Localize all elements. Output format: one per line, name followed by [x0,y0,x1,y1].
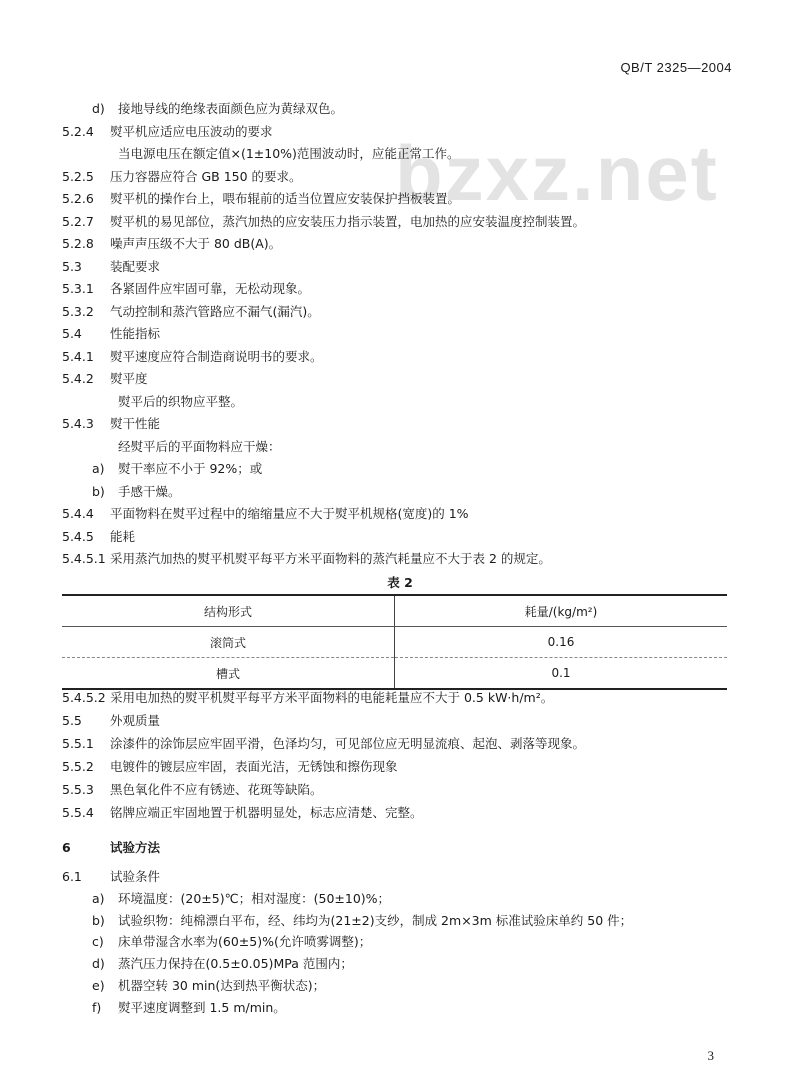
watermark: bzxz.net [395,129,719,217]
clause-line [62,506,469,522]
clause-line [62,759,398,775]
table-header-consumption: 耗量/(kg/m²) [395,595,728,627]
clause-number: b) [92,483,105,499]
clause-text: 性能指标 [110,326,161,341]
clause-number: 5.2.4 [62,123,94,139]
clause-text: 蒸汽压力保持在(0.5±0.05)MPa 范围内； [118,956,353,972]
clause-text: 熨平机的易见部位，蒸汽加热的应安装压力指示装置，电加热的应安装温度控制装置。 [110,213,586,229]
clause-number: 5.4.1 [62,348,94,364]
clause-line [92,891,390,907]
clause-text: 环境温度：(20±5)℃；相对湿度：(50±10)%； [118,890,391,906]
clause-number: 5.5.3 [62,782,94,797]
clause-text: 熨平速度应符合制造商说明书的要求。 [110,348,323,364]
clause-line [62,259,160,275]
page-number: 3 [707,1048,714,1063]
clause-text: 床单带湿含水率为(60±5)%(允许喷雾调整)； [118,934,372,950]
clause-number: 5.4.4 [62,506,94,521]
clause-line [92,913,632,929]
clause-number: 5.4.5.1 [62,551,106,566]
clause-text: 熨平度 [110,371,148,386]
clause-number: d) [92,956,105,972]
clause-number: 5.2.6 [62,191,94,206]
clause-text: 机器空转 30 min(达到热平衡状态)； [118,978,326,993]
clause-line [62,236,281,252]
clause-text: 电镀件的镀层应牢固，表面光洁，无锈蚀和擦伤现象 [110,759,398,774]
clause-text: 黑色氧化件不应有锈迹、花斑等缺陷。 [110,782,323,797]
clause-text: 试验方法 [110,840,161,855]
clause-number: c) [92,934,104,950]
clause-text: 平面物料在熨平过程中的缩缩量应不大于熨平机规格(宽度)的 1% [110,506,469,521]
clause-number: d) [92,101,105,116]
clause-text: 试验条件 [110,869,161,884]
clause-line [92,146,459,162]
clause-text: 熨干性能 [110,416,161,431]
clause-line [62,191,460,207]
clause-number: a) [92,461,105,476]
clause-text: 装配要求 [110,258,161,274]
clause-number: 5.4 [62,326,82,341]
clause-line [62,782,323,798]
clause-text: 熨平后的织物应平整。 [118,393,244,409]
clause-text: 经熨平后的平面物料应干燥： [118,438,281,454]
table-2 [62,594,727,690]
clause-line [92,394,243,410]
clause-text: 当电源电压在额定值×(1±10%)范围波动时，应能正常工作。 [118,146,460,161]
table-cell: 0.16 [395,627,728,658]
clause-number: 5.3.1 [62,281,94,296]
clause-line [62,736,585,752]
table-header-row [62,595,727,627]
clause-number: f) [92,999,102,1015]
clause-number: 5.5.2 [62,759,94,774]
clause-line [92,461,262,477]
clause-line [92,439,281,455]
clause-number: 5.2.7 [62,213,94,229]
clause-number: a) [92,890,105,906]
clause-text: 试验织物：纯棉漂白平布，经、纬均为(21±2)支纱，制成 2m×3m 标准试验床单约 50 件； [118,912,633,928]
clause-line [92,101,343,117]
clause-text: 手感干燥。 [118,483,181,499]
clause-line [62,349,323,365]
clause-line [62,416,160,432]
clause-text: 外观质量 [110,713,161,728]
clause-text: 涂漆件的涂饰层应牢固平滑，色泽均匀，可见部位应无明显流痕、起泡、剥落等现象。 [110,736,586,751]
clause-number: 6 [62,840,71,855]
clause-text: 能耗 [110,528,136,544]
section-6-heading [62,840,160,856]
clause-text: 铭牌应端正牢固地置于机器明显处，标志应清楚、完整。 [110,805,423,820]
clause-number: 5.4.5 [62,528,94,544]
table-cell: 槽式 [62,658,395,690]
clause-number: 5.5.4 [62,805,94,820]
clause-line [92,934,371,950]
clause-number: 5.3.2 [62,303,94,319]
clause-number: 6.1 [62,869,82,884]
clause-number: b) [92,912,105,928]
clause-text: 噪声声压级不大于 80 dB(A)。 [110,236,282,251]
clause-number: 5.4.5.2 [62,690,106,705]
table-header-structure: 结构形式 [62,595,395,627]
clause-number: 5.5.1 [62,736,94,751]
clause-line [62,529,135,545]
clause-text: 采用电加热的熨平机熨平每平方米平面物料的电能耗量应不大于 0.5 kW·h/m²。 [110,690,554,705]
clause-text: 接地导线的绝缘表面颜色应为黄绿双色。 [118,101,344,116]
clause-line [92,1000,286,1016]
clause-text: 采用蒸汽加热的熨平机熨平每平方米平面物料的蒸汽耗量应不大于表 2 的规定。 [110,551,551,566]
clause-text: 熨干率应不小于 92%；或 [118,461,263,476]
table-title: 表 2 [387,575,413,590]
clause-number: 5.2.8 [62,236,94,251]
clause-line [62,304,320,320]
clause-line [62,713,160,729]
clause-line [92,956,353,972]
clause-number: 5.2.5 [62,168,94,184]
clause-text: 熨平机应适应电压波动的要求 [110,123,273,139]
clause-line [62,690,553,706]
standard-code: QB/T 2325—2004 [620,60,732,75]
clause-line [92,978,325,994]
table-row [62,658,727,690]
clause-text: 熨平速度调整到 1.5 m/min。 [118,999,286,1015]
clause-text: 各紧固件应牢固可靠，无松动现象。 [110,281,311,296]
clause-number: e) [92,978,105,993]
clause-line [62,371,148,387]
clause-text: 压力容器应符合 GB 150 的要求。 [110,168,302,184]
table-cell: 滚筒式 [62,627,395,658]
clause-line [62,869,160,885]
table-cell: 0.1 [395,658,728,690]
clause-line [62,124,273,140]
clause-line [62,214,585,230]
clause-line [62,169,302,185]
clause-line [62,281,310,297]
clause-line [62,326,160,342]
clause-line [62,805,423,821]
table-row [62,627,727,658]
clause-text: 熨平机的操作台上，喂布辊前的适当位置应安装保护挡板装置。 [110,191,461,206]
clause-text: 气动控制和蒸汽管路应不漏气(漏汽)。 [110,303,320,319]
clause-number: 5.4.3 [62,416,94,431]
clause-line [92,484,181,500]
clause-number: 5.5 [62,713,82,728]
clause-line [62,551,551,567]
clause-number: 5.4.2 [62,371,94,386]
clause-number: 5.3 [62,258,82,274]
